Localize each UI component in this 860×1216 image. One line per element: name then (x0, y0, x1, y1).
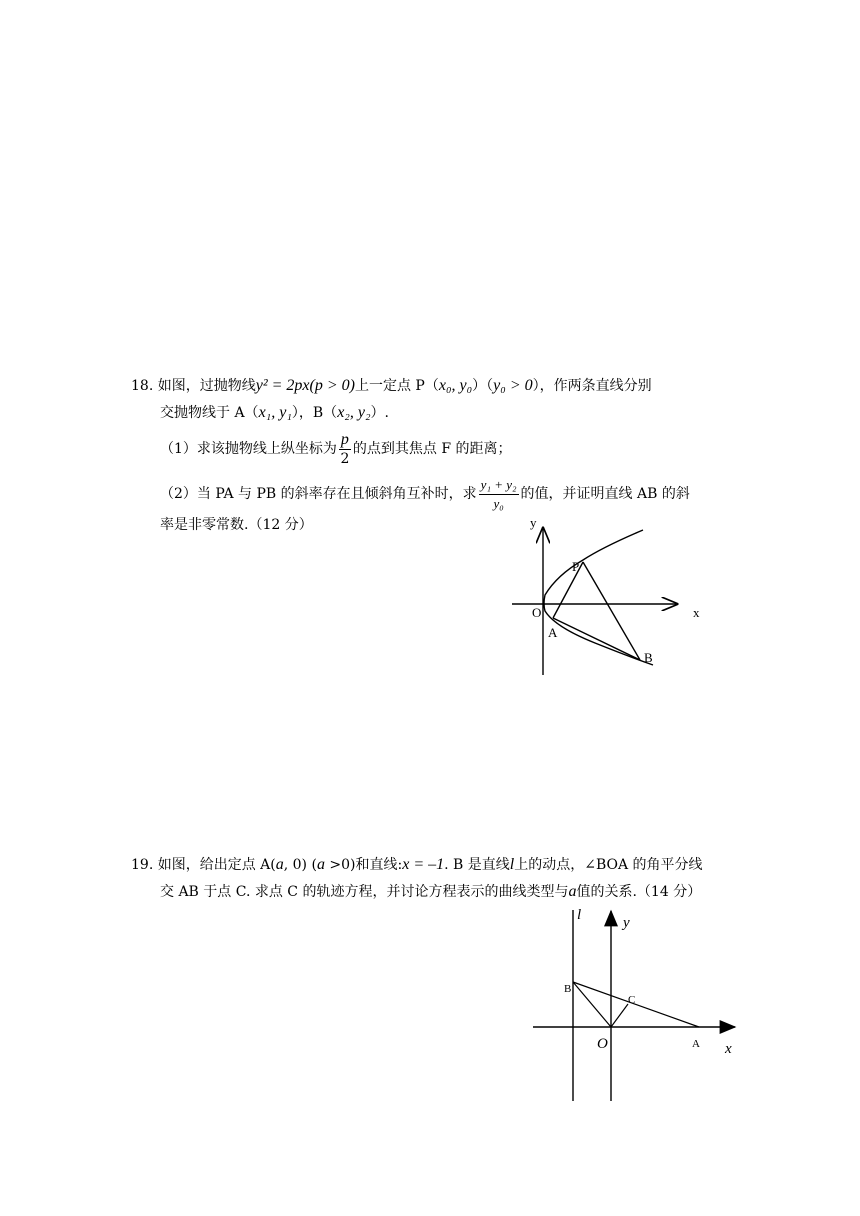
label-B: B (564, 983, 572, 995)
segment-AB (553, 618, 640, 660)
q18-part2: （2）当 PA 与 PB 的斜率存在且倾斜角互补时，求 $\frac{\text{y₁ + y₂}}{\text{y₀}}$ 的值，并证明直线 AB 的斜 (160, 476, 690, 511)
q18-line2: 交抛物线于 A（x₁, y₁），B（x₂, y₂）. (160, 404, 389, 421)
fraction-y-sum-over-y0: $\frac{\text{y₁ + y₂}}{\text{y₀}}$ (480, 476, 517, 511)
line-equation: x = –1 (402, 856, 445, 873)
label-x: x (725, 1041, 732, 1057)
q19-line2: 交 AB 于点 C. 求点 C 的轨迹方程，并讨论方程表示的曲线类型与a值的关系.（14 分） (160, 883, 702, 900)
label-P: P (572, 559, 580, 574)
fraction-p-over-2: $\frac{p}{2}$ (340, 430, 350, 467)
parabola-equation: y² = 2px(p > 0) (255, 377, 355, 394)
q18-part2-cont: 率是非零常数.（12 分） (160, 517, 313, 533)
label-A: A (692, 1038, 700, 1050)
segment-OC (611, 1004, 628, 1027)
label-A: A (548, 625, 558, 640)
label-y: y (530, 515, 537, 530)
label-B: B (644, 650, 653, 665)
q19-number: 19. (131, 857, 154, 873)
q18-part1: （1）求该抛物线上纵坐标为 $\frac{p}{2}$ 的点到其焦点 F 的距离； (160, 430, 512, 467)
label-O: O (597, 1036, 608, 1052)
segment-PB (583, 562, 640, 660)
label-x: x (693, 605, 700, 620)
label-C: C (628, 994, 636, 1006)
label-l: l (577, 907, 582, 923)
q18-number: 18. (131, 378, 154, 394)
parabola-curve (544, 530, 653, 665)
q18-figure (505, 515, 705, 685)
q19-line1: 19. 如图，给出定点 A(a, 0) (a >0)和直线:x = –1. B 是直线l上的动点，∠BOA 的角平分线 (131, 856, 703, 873)
label-O: O (532, 605, 542, 620)
q18-line1: 18. 如图，过抛物线y² = 2px(p > 0)上一定点 P（x₀, y₀）（y₀ > 0），作两条直线分别 (131, 377, 652, 394)
label-y: y (623, 915, 630, 931)
q19-figure (525, 905, 765, 1105)
